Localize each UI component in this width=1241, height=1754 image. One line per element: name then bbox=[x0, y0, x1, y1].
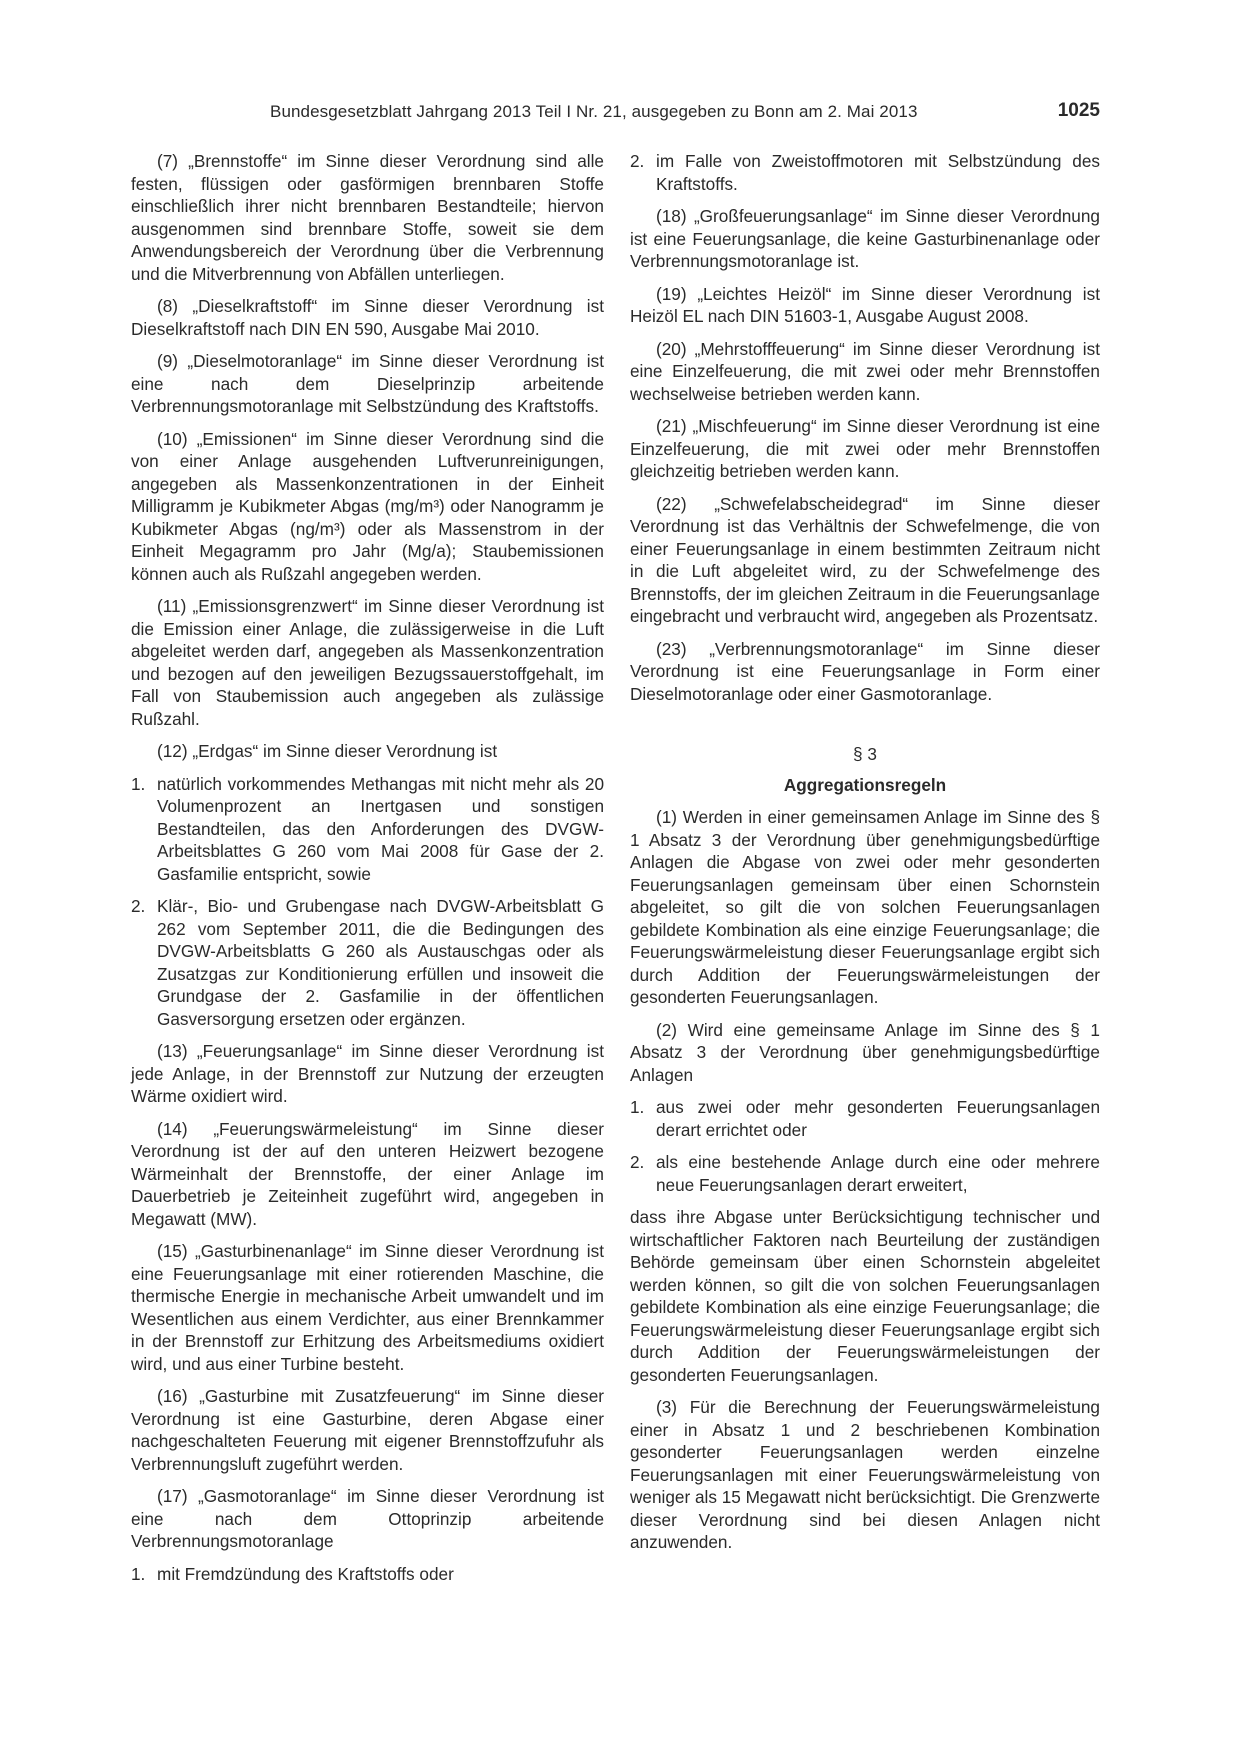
section-paragraph-3: (3) Für die Berechnung der Feuerungswärmeleistung einer in Absatz 1 und 2 beschriebenen Kombination gesonderter Feuerungsanlagen werden einzelne Feuerungsanlagen mit einer Feuerungswärmeleistung von weniger als 15 Megawatt nicht berücksichtigt. Die Grenzwerte dieser Verordnung sind bei diesen Anlagen nicht anzuwenden. bbox=[630, 1397, 1101, 1552]
paragraph-17: (17) „Gasmotoranlage“ im Sinne dieser Verordnung ist eine nach dem Ottoprinzip arbeitende Verbrennungsmotoranlage bbox=[131, 1486, 604, 1551]
paragraph-21: (21) „Mischfeuerung“ im Sinne dieser Verordnung ist eine Einzelfeuerung, die mit zwei oder mehr Brennstoffen gleichzeitig betrieben werden kann. bbox=[630, 416, 1100, 481]
paragraph-16: (16) „Gasturbine mit Zusatzfeuerung“ im Sinne dieser Verordnung ist eine Gasturbine, deren Abgase einer nachgeschalteten Feuerung mit eigener Brennstoffzufuhr als Verbrennungsluft zugeführt werden. bbox=[131, 1386, 604, 1474]
list-number: 1. bbox=[131, 773, 146, 794]
list-item bbox=[630, 1096, 1100, 1141]
paragraph-18: (18) „Großfeuerungsanlage“ im Sinne dieser Verordnung ist eine Feuerungsanlage, die keine Gasturbinenanlage oder Verbrennungsmotoranlage ist. bbox=[630, 206, 1100, 271]
page-header bbox=[270, 100, 1100, 126]
paragraph-8: (8) „Dieselkraftstoff“ im Sinne dieser Verordnung ist Dieselkraftstoff nach DIN EN 590, Ausgabe Mai 2010. bbox=[131, 296, 604, 339]
paragraph-22: (22) „Schwefelabscheidegrad“ im Sinne dieser Verordnung ist das Verhältnis der Schwefelmenge, die von einer Feuerungsanlage in einem bestimmten Zeitraum nicht in die Luft abgeleitet wird, zu der Schwefelmenge des Brennstoffs, der im gleichen Zeitraum in die Feuerungsanlage eingebracht und verbraucht wird, angegeben als Prozentsatz. bbox=[630, 493, 1100, 626]
section-paragraph-1: (1) Werden in einer gemeinsamen Anlage im Sinne des § 1 Absatz 3 der Verordnung über genehmigungsbedürftige Anlagen die Abgase von zwei oder mehr gesonderten Feuerungsanlagen gemeinsam über einen Schornstein abgeleitet, so gilt die von solchen Feuerungsanlagen gebildete Kombination als eine einzige Feuerungsanlage; die Feuerungswärmeleistung dieser Feuerungsanlage ergibt sich durch Addition der Feuerungswärmeleistungen der gesonderten Feuerungsanlagen. bbox=[630, 807, 1100, 1007]
list-number: 2. bbox=[630, 1152, 645, 1172]
section-number: § 3 bbox=[853, 744, 877, 764]
right-column bbox=[630, 150, 1100, 1564]
list-text: mit Fremdzündung des Kraftstoffs oder bbox=[157, 1563, 454, 1584]
list-text: aus zwei oder mehr gesonderten Feuerungsanlagen derart errichtet oder bbox=[656, 1097, 1100, 1140]
list-item bbox=[131, 1563, 604, 1586]
list-text: natürlich vorkommendes Methangas mit nicht mehr als 20 Volumenprozent an Inertgasen und sonstigen Bestandteilen, das den Anforderungen des DVGW-Arbeitsblattes G 260 vom Mai 2008 für Gase der 2. Gasfamilie entspricht, sowie bbox=[157, 773, 604, 884]
paragraph-9: (9) „Dieselmotoranlage“ im Sinne dieser Verordnung ist eine nach dem Dieselprinzip arbeitende Verbrennungsmotoranlage mit Selbstzündung des Kraftstoffs. bbox=[131, 351, 604, 416]
list-number: 2. bbox=[131, 896, 146, 916]
list-text: im Falle von Zweistoffmotoren mit Selbstzündung des Kraftstoffs. bbox=[656, 151, 1100, 194]
section-paragraph-2: (2) Wird eine gemeinsame Anlage im Sinne des § 1 Absatz 3 der Verordnung über genehmigungsbedürftige Anlagen bbox=[630, 1019, 1100, 1085]
left-column bbox=[131, 150, 604, 1595]
running-header: Bundesgesetzblatt Jahrgang 2013 Teil I Nr. 21, ausgegeben zu Bonn am 2. Mai 2013 bbox=[270, 102, 918, 121]
paragraph-23: (23) „Verbrennungsmotoranlage“ im Sinne dieser Verordnung ist eine Feuerungsanlage in Form einer Dieselmotoranlage oder einer Gasmotoranlage. bbox=[630, 638, 1100, 704]
section-title: Aggregationsregeln bbox=[783, 774, 947, 795]
list-number: 1. bbox=[131, 1563, 146, 1584]
paragraph-14: (14) „Feuerungswärmeleistung“ im Sinne dieser Verordnung ist der auf den unteren Heizwert bezogene Wärmeinhalt der Brennstoffe, der einer Anlage im Dauerbetrieb je Zeiteinheit zugeführt wird, angegeben in Megawatt (MW). bbox=[131, 1118, 604, 1229]
paragraph-20: (20) „Mehrstofffeuerung“ im Sinne dieser Verordnung ist eine Einzelfeuerung, die mit zwei oder mehr Brennstoffen wechselweise betrieben werden kann. bbox=[630, 338, 1100, 404]
section-paragraph-2-continuation: dass ihre Abgase unter Berücksichtigung technischer und wirtschaftlicher Faktoren nach Beurteilung der zuständigen Behörde gemeinsam über einen Schornstein abgeleitet werden können, so gilt die von solchen Feuerungsanlagen gebildete Kombination als eine einzige Feuerungsanlage; die Feuerungswärmeleistung dieser Feuerungsanlage ergibt sich durch Addition der Feuerungswärmeleistungen der gesonderten Feuerungsanlagen. bbox=[630, 1207, 1100, 1385]
list-item bbox=[630, 1151, 1100, 1196]
paragraph-13: (13) „Feuerungsanlage“ im Sinne dieser Verordnung ist jede Anlage, in der Brennstoff zur Nutzung der erzeugten Wärme oxidiert wird. bbox=[131, 1041, 604, 1106]
page-number: 1025 bbox=[1057, 100, 1100, 121]
list-text: als eine bestehende Anlage durch eine oder mehrere neue Feuerungsanlagen derart erweitert, bbox=[656, 1152, 1100, 1195]
paragraph-12: (12) „Erdgas“ im Sinne dieser Verordnung ist bbox=[157, 741, 498, 761]
paragraph-10: (10) „Emissionen“ im Sinne dieser Verordnung sind die von einer Anlage ausgehenden Luftverunreinigungen, angegeben als Massenkonzentrationen in der Einheit Milligramm je Kubikmeter Abgas (mg/m³) oder Nanogramm je Kubikmeter Abgas (ng/m³) oder als Massenstrom in der Einheit Megagramm pro Jahr (Mg/a); Staubemissionen können auch als Rußzahl angegeben werden. bbox=[131, 428, 604, 584]
list-text: Klär-, Bio- und Grubengase nach DVGW-Arbeitsblatt G 262 vom September 2011, die die Bedingungen des DVGW-Arbeitsblatts G 260 als Austauschgas oder als Zusatzgas zur Konditionierung erfüllen und insoweit die Grundgase der 2. Gasfamilie in der öffentlichen Gasversorgung ersetzen oder ergänzen. bbox=[157, 896, 604, 1029]
list-item bbox=[131, 773, 604, 886]
paragraph-11: (11) „Emissionsgrenzwert“ im Sinne dieser Verordnung ist die Emission einer Anlage, die zulässigerweise in die Luft abgeleitet werden darf, angegeben als Massenkonzentration und bezogen auf den jeweiligen Bezugssauerstoffgehalt, im Fall von Staubemission auch angegeben als zulässige Rußzahl. bbox=[131, 596, 604, 729]
list-item bbox=[630, 150, 1100, 195]
list-number: 1. bbox=[630, 1097, 645, 1117]
paragraph-7: (7) „Brennstoffe“ im Sinne dieser Verordnung sind alle festen, flüssigen oder gasförmigen brennbaren Stoffe einschließlich ihrer nicht brennbaren Bestandteile; hiervon ausgenommen sind brennbare Stoffe, soweit sie dem Anwendungsbereich der Verordnung über die Verbrennung und die Mitverbrennung von Abfällen unterliegen. bbox=[131, 151, 604, 284]
list-item bbox=[131, 895, 604, 1030]
list-number: 2. bbox=[630, 151, 645, 171]
paragraph-19: (19) „Leichtes Heizöl“ im Sinne dieser Verordnung ist Heizöl EL nach DIN 51603-1, Ausgabe August 2008. bbox=[630, 283, 1100, 326]
paragraph-15: (15) „Gasturbinenanlage“ im Sinne dieser Verordnung ist eine Feuerungsanlage mit einer rotierenden Maschine, die thermische Energie in mechanische Arbeit umwandelt und im Wesentlichen aus einem Verdichter, aus einer Brennkammer in der Brennstoff zur Erhitzung des Arbeitsmediums oxidiert wird, und aus einer Turbine besteht. bbox=[131, 1241, 604, 1374]
